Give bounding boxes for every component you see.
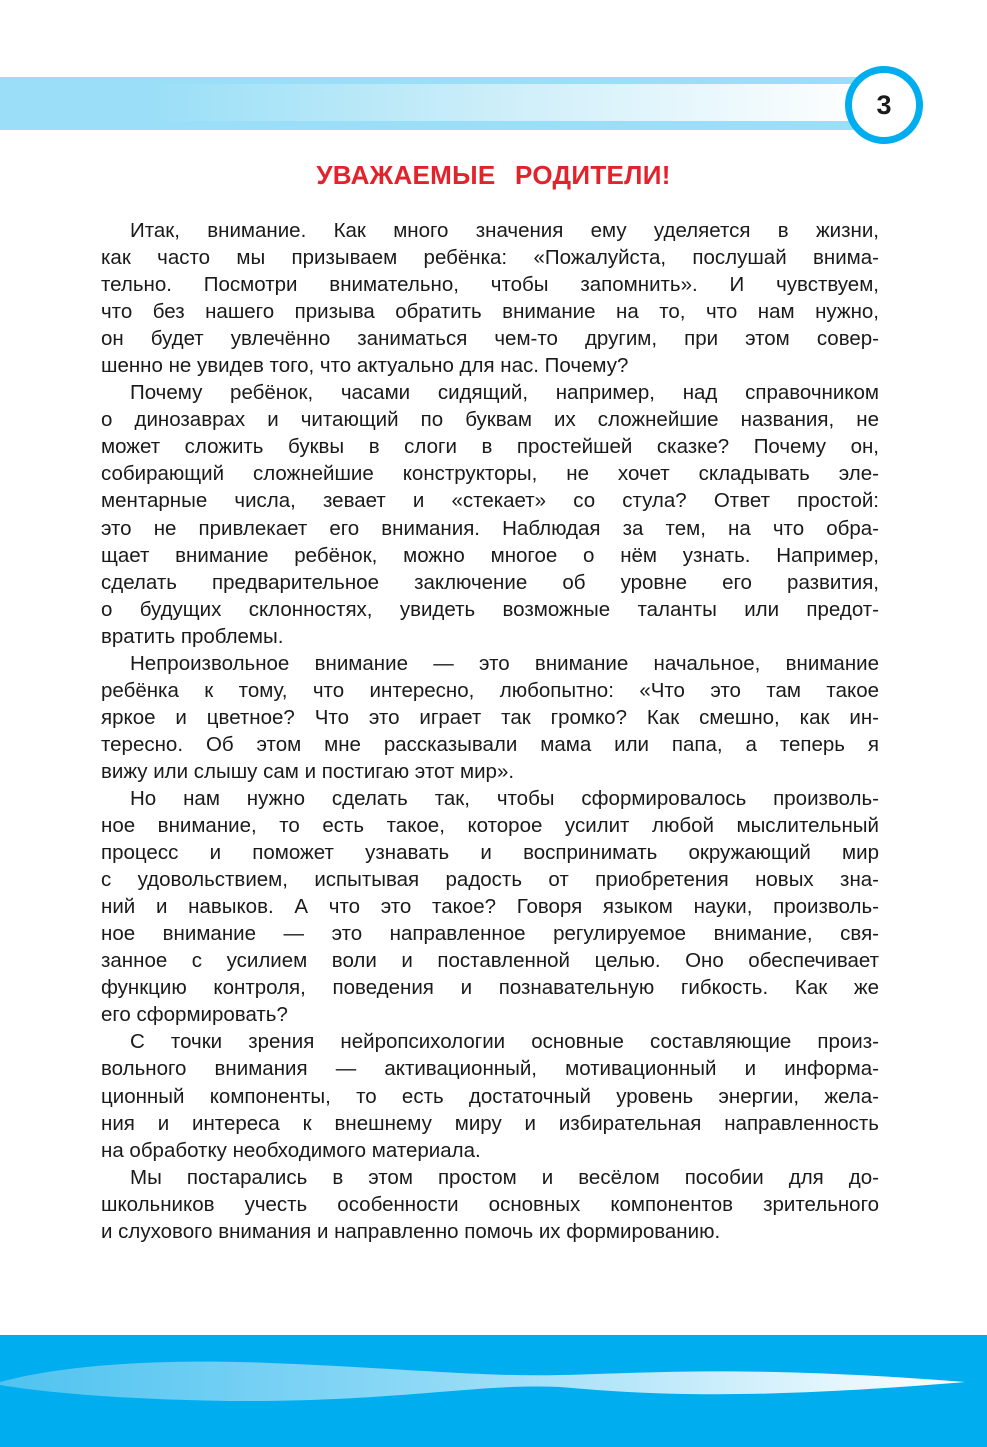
body-text bbox=[101, 217, 879, 1245]
text-line: с удовольствием, испытывая радость от приобретения новых зна- bbox=[101, 868, 879, 892]
text-line: на обработку необходимого материала. bbox=[101, 1138, 481, 1162]
text-line: о динозаврах и читающий по буквам их сложнейшие названия, не bbox=[101, 408, 879, 432]
paragraph bbox=[101, 217, 879, 379]
text-line: и слухового внимания и направленно помочь их формированию. bbox=[101, 1219, 721, 1243]
text-line: шенно не увидев того, что актуально для нас. Почему? bbox=[101, 354, 629, 378]
text-line: процесс и поможет узнавать и воспринимать окружающий мир bbox=[101, 841, 879, 865]
text-line: С точки зрения нейропсихологии основные составляющие произ- bbox=[130, 1030, 879, 1054]
paragraph bbox=[101, 650, 879, 785]
text-line: Итак, внимание. Как много значения ему уделяется в жизни, bbox=[130, 219, 879, 242]
text-line: может сложить буквы в слоги в простейшей сказке? Почему он, bbox=[101, 435, 879, 459]
text-line: вратить проблемы. bbox=[101, 624, 284, 648]
text-line: вольного внимания — активационный, мотивационный и информа- bbox=[101, 1057, 879, 1081]
text-line: его сформировать? bbox=[101, 1003, 288, 1027]
text-line: это не привлекает его внимания. Наблюдая за тем, на что обра- bbox=[101, 516, 879, 540]
text-line: собирающий сложнейшие конструкторы, не хочет складывать эле- bbox=[101, 462, 879, 486]
text-line: ребёнка к тому, что интересно, любопытно: «Что это там такое bbox=[101, 678, 879, 702]
header-gradient-band bbox=[150, 84, 870, 121]
text-line: ное внимание, то есть такое, которое усилит любой мыслительный bbox=[101, 814, 879, 838]
text-line: тельно. Посмотри внимательно, чтобы запомнить». И чувствуем, bbox=[101, 273, 879, 297]
footer-wave-decoration bbox=[0, 1335, 987, 1447]
paragraph bbox=[101, 785, 879, 1028]
text-line: щает внимание ребёнок, можно многое о нём узнать. Например, bbox=[101, 543, 879, 567]
text-line: функцию контроля, поведения и познавательную гибкость. Как же bbox=[101, 976, 879, 1000]
paragraph bbox=[101, 1164, 879, 1245]
text-line: ное внимание — это направленное регулируемое внимание, свя- bbox=[101, 922, 879, 946]
text-line: о будущих склонностях, увидеть возможные таланты или предот- bbox=[101, 597, 879, 621]
text-line: Но нам нужно сделать так, чтобы сформировалось произволь- bbox=[130, 786, 879, 810]
text-line: вижу или слышу сам и постигаю этот мир». bbox=[101, 759, 515, 783]
page-number: 3 bbox=[876, 89, 892, 120]
text-line: Непроизвольное внимание — это внимание начальное, внимание bbox=[130, 651, 879, 675]
text-line: яркое и цветное? Что это играет так громко? Как смешно, как ин- bbox=[101, 705, 879, 729]
text-line: тересно. Об этом мне рассказывали мама или папа, а теперь я bbox=[101, 732, 879, 756]
text-line: что без нашего призыва обратить внимание на то, что нам нужно, bbox=[101, 300, 879, 324]
text-line: как часто мы призываем ребёнка: «Пожалуйста, послушай внима- bbox=[101, 246, 879, 270]
text-line: Почему ребёнок, часами сидящий, например, над справочником bbox=[130, 381, 879, 405]
text-line: ментарные числа, зевает и «стекает» со стула? Ответ простой: bbox=[101, 489, 879, 513]
text-line: Мы постарались в этом простом и весёлом пособии для до- bbox=[130, 1165, 879, 1189]
text-line: ния и интереса к внешнему миру и избирательная направленность bbox=[101, 1111, 879, 1135]
text-line: сделать предварительное заключение об уровне его развития, bbox=[101, 570, 879, 594]
text-line: он будет увлечённо заниматься чем-то другим, при этом совер- bbox=[101, 327, 879, 351]
text-line: школьников учесть особенности основных компонентов зрительного bbox=[101, 1192, 879, 1216]
page-number-badge bbox=[845, 66, 923, 144]
text-line: занное с усилием воли и поставленной целью. Оно обеспечивает bbox=[101, 949, 879, 973]
paragraph bbox=[101, 379, 879, 649]
paragraph bbox=[101, 1028, 879, 1163]
footer-band bbox=[0, 1335, 987, 1447]
page-title: УВАЖАЕМЫЕ РОДИТЕЛИ! bbox=[316, 160, 671, 190]
text-line: ционный компоненты, то есть достаточный уровень энергии, жела- bbox=[101, 1084, 879, 1108]
text-line: ний и навыков. А что это такое? Говоря языком науки, произволь- bbox=[101, 895, 879, 919]
